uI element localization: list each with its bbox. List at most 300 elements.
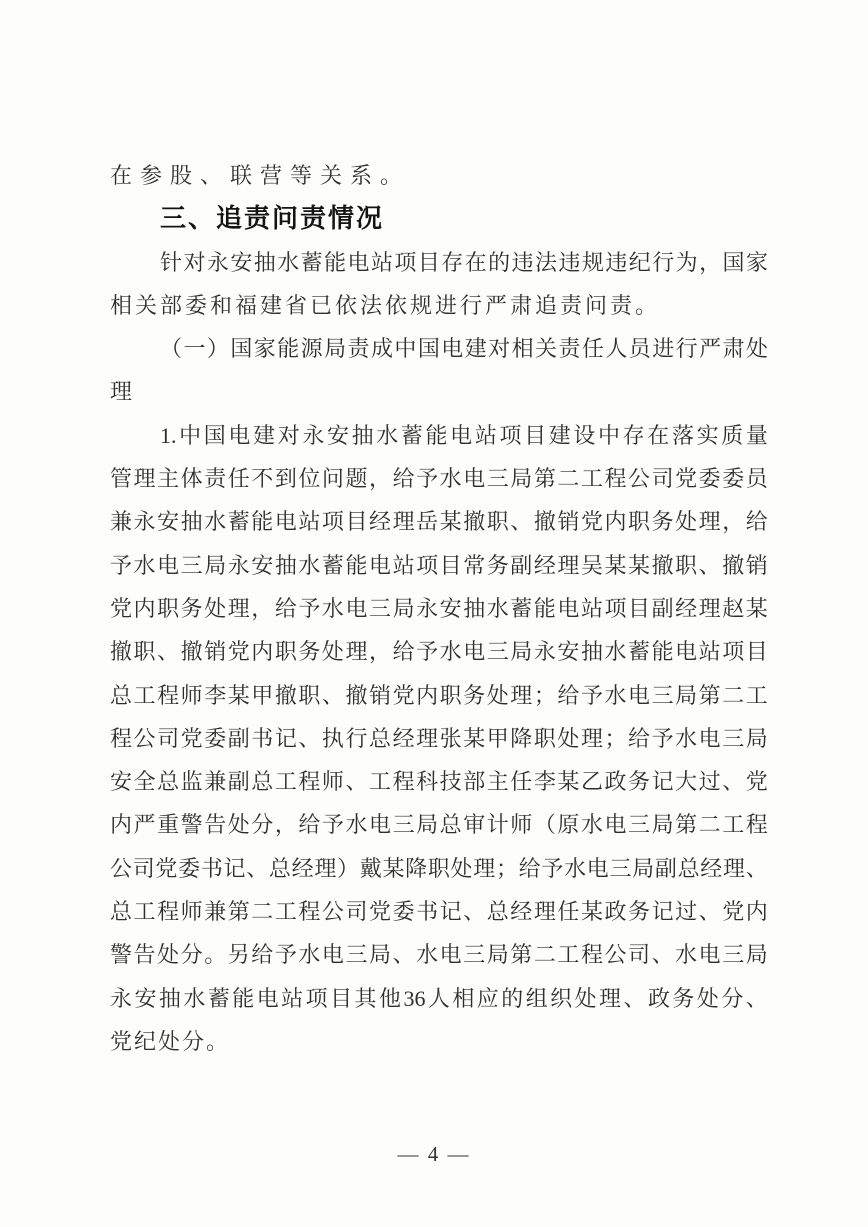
glyph: 兼 <box>110 509 133 535</box>
glyph: 违 <box>511 249 534 275</box>
glyph: 工 <box>274 769 297 795</box>
glyph: 任 <box>581 336 604 362</box>
glyph: 管 <box>110 466 133 492</box>
glyph: 设 <box>573 422 596 448</box>
glyph: 严 <box>133 812 156 838</box>
glyph: 兼 <box>204 899 227 925</box>
glyph: 电 <box>274 509 297 535</box>
text-line <box>110 544 768 587</box>
glyph: 三 <box>369 595 392 621</box>
text-line <box>110 803 768 846</box>
glyph: 予 <box>541 855 564 881</box>
glyph: （ <box>160 336 183 362</box>
glyph: 理 <box>510 682 533 708</box>
glyph: 行 <box>675 336 698 362</box>
glyph: 为 <box>675 249 698 275</box>
glyph: 水 <box>133 552 156 578</box>
glyph: 局 <box>651 812 674 838</box>
glyph: 总 <box>157 769 180 795</box>
glyph: 在 <box>647 422 670 448</box>
glyph: 二 <box>722 682 745 708</box>
glyph: 给 <box>274 595 297 621</box>
glyph: 站 <box>281 985 304 1011</box>
glyph: 永 <box>416 595 439 621</box>
glyph: 内 <box>251 639 274 665</box>
glyph: 水 <box>376 422 399 448</box>
glyph: 电 <box>369 552 392 578</box>
glyph: 建 <box>548 422 571 448</box>
glyph: 能 <box>324 249 347 275</box>
glyph: 某 <box>628 552 651 578</box>
glyph: 水 <box>439 466 462 492</box>
glyph: 水 <box>486 595 509 621</box>
glyph: 关 <box>535 336 558 362</box>
glyph: 电 <box>463 466 486 492</box>
glyph: 内 <box>133 595 156 621</box>
glyph: 甲 <box>251 682 274 708</box>
glyph: ， <box>722 509 745 535</box>
glyph: 处 <box>675 509 698 535</box>
glyph: 处 <box>157 942 180 968</box>
glyph: 家 <box>253 336 276 362</box>
glyph: 责 <box>558 336 581 362</box>
glyph: 处 <box>486 682 509 708</box>
glyph: 重 <box>157 812 180 838</box>
glyph: 处 <box>696 985 719 1011</box>
glyph: 任 <box>557 899 580 925</box>
glyph: 执 <box>321 725 344 751</box>
glyph: 岳 <box>416 509 439 535</box>
glyph: 总 <box>677 855 700 881</box>
glyph: 题 <box>345 466 368 492</box>
glyph: 、 <box>463 899 486 925</box>
glyph: 组 <box>525 985 548 1011</box>
glyph: 局 <box>204 552 227 578</box>
glyph: 水 <box>675 942 698 968</box>
glyph: 理 <box>599 985 622 1011</box>
glyph: 务 <box>463 682 486 708</box>
glyph: 工 <box>274 899 297 925</box>
glyph: 理 <box>416 725 439 751</box>
glyph: ， <box>369 466 392 492</box>
glyph: 总 <box>110 682 133 708</box>
glyph: 对 <box>488 336 511 362</box>
glyph: 理 <box>473 855 496 881</box>
glyph: 书 <box>251 725 274 751</box>
text-line <box>110 890 768 933</box>
glyph: 程 <box>298 769 321 795</box>
glyph: 相 <box>452 985 475 1011</box>
glyph: 项 <box>305 985 328 1011</box>
glyph: 永 <box>533 639 556 665</box>
glyph: 蓄 <box>510 595 533 621</box>
glyph: 能 <box>277 336 300 362</box>
glyph: 程 <box>110 725 133 751</box>
glyph: 家 <box>745 249 768 275</box>
glyph: 永 <box>206 249 229 275</box>
text-line <box>110 327 768 370</box>
glyph: 降 <box>510 725 533 751</box>
glyph: 。 <box>204 942 227 968</box>
glyph: 中 <box>179 422 202 448</box>
glyph: 副 <box>654 855 677 881</box>
glyph: 职 <box>298 682 321 708</box>
glyph: 党 <box>369 899 392 925</box>
glyph: 安 <box>157 509 180 535</box>
glyph: 电 <box>698 725 721 751</box>
glyph: ； <box>604 725 627 751</box>
glyph: 人 <box>427 985 450 1011</box>
glyph: 水 <box>321 595 344 621</box>
glyph: 总 <box>251 769 274 795</box>
glyph: 量 <box>745 422 768 448</box>
glyph: 科 <box>416 769 439 795</box>
glyph: ） <box>337 855 360 881</box>
glyph: 工 <box>722 812 745 838</box>
glyph: 源 <box>300 336 323 362</box>
glyph: 职 <box>675 552 698 578</box>
glyph: 、 <box>392 942 415 968</box>
text-line <box>110 977 768 1020</box>
text-line <box>110 587 768 630</box>
glyph: 予 <box>651 725 674 751</box>
glyph: 电 <box>228 422 251 448</box>
glyph: 责 <box>204 466 227 492</box>
glyph: 局 <box>510 466 533 492</box>
glyph: 局 <box>416 812 439 838</box>
glyph: 程 <box>580 942 603 968</box>
glyph: 务 <box>651 509 674 535</box>
glyph: 处 <box>204 595 227 621</box>
glyph: 某 <box>580 899 603 925</box>
glyph: 质 <box>721 422 744 448</box>
glyph: 务 <box>628 769 651 795</box>
glyph: 某 <box>604 552 627 578</box>
glyph: 抽 <box>180 509 203 535</box>
glyph: 行 <box>345 725 368 751</box>
glyph: 党 <box>110 595 133 621</box>
glyph: 处 <box>557 725 580 751</box>
glyph: 安 <box>557 639 580 665</box>
text-line <box>110 717 768 760</box>
glyph: 主 <box>486 769 509 795</box>
glyph: 政 <box>647 985 670 1011</box>
glyph: 第 <box>533 466 556 492</box>
glyph: 副 <box>651 595 674 621</box>
glyph: 党 <box>155 855 178 881</box>
glyph: 问 <box>321 466 344 492</box>
glyph: 、 <box>722 769 745 795</box>
text-line <box>110 933 768 976</box>
glyph: 某 <box>463 725 486 751</box>
glyph: 、 <box>321 682 344 708</box>
glyph: 水 <box>564 855 587 881</box>
glyph: 局 <box>369 942 392 968</box>
glyph: 局 <box>745 942 768 968</box>
glyph: 、 <box>651 942 674 968</box>
glyph: 理 <box>698 595 721 621</box>
glyph: 师 <box>321 769 344 795</box>
glyph: 对 <box>183 249 206 275</box>
glyph: 三 <box>345 942 368 968</box>
glyph: 第 <box>227 899 250 925</box>
glyph: 、 <box>510 509 533 535</box>
glyph: 目 <box>524 422 547 448</box>
glyph: 销 <box>204 639 227 665</box>
glyph: 公 <box>628 466 651 492</box>
glyph: 程 <box>745 812 768 838</box>
glyph: ， <box>699 249 722 275</box>
glyph: 党 <box>392 682 415 708</box>
glyph: 水 <box>604 682 627 708</box>
glyph: 职 <box>628 509 651 535</box>
glyph: 兼 <box>204 769 227 795</box>
glyph: 国 <box>417 336 440 362</box>
glyph: 理 <box>698 509 721 535</box>
glyph: 予 <box>416 466 439 492</box>
glyph: 总 <box>486 899 509 925</box>
glyph: 目 <box>439 552 462 578</box>
glyph: 能 <box>232 985 255 1011</box>
glyph: 肃 <box>722 336 745 362</box>
glyph: 公 <box>110 855 133 881</box>
glyph: 国 <box>230 336 253 362</box>
glyph: 二 <box>557 466 580 492</box>
glyph: 务 <box>672 985 695 1011</box>
glyph: 三 <box>180 552 203 578</box>
glyph: 局 <box>675 682 698 708</box>
glyph: 严 <box>699 336 722 362</box>
text-line <box>110 457 768 500</box>
glyph: 员 <box>628 336 651 362</box>
glyph: 的 <box>488 249 511 275</box>
glyph: 人 <box>605 336 628 362</box>
glyph: （ <box>533 812 556 838</box>
glyph: 公 <box>604 942 627 968</box>
glyph: 程 <box>392 769 415 795</box>
glyph: 理 <box>314 855 337 881</box>
glyph: 撤 <box>345 682 368 708</box>
glyph: 记 <box>274 725 297 751</box>
glyph: 给 <box>628 725 651 751</box>
glyph: 其 <box>354 985 377 1011</box>
glyph: 站 <box>580 595 603 621</box>
glyph: 局 <box>392 595 415 621</box>
glyph: 党 <box>180 725 203 751</box>
glyph: 总 <box>110 899 133 925</box>
glyph: 总 <box>439 812 462 838</box>
glyph: 建 <box>464 336 487 362</box>
glyph: 三 <box>722 725 745 751</box>
glyph: 内 <box>745 899 768 925</box>
glyph: 、 <box>157 639 180 665</box>
glyph: 经 <box>675 595 698 621</box>
glyph: 三 <box>486 466 509 492</box>
glyph: 销 <box>745 552 768 578</box>
glyph: 销 <box>369 682 392 708</box>
glyph: 常 <box>463 552 486 578</box>
glyph: 撤 <box>274 682 297 708</box>
glyph: 行 <box>652 249 675 275</box>
glyph: 予 <box>321 812 344 838</box>
text-line <box>110 847 768 890</box>
glyph: 目 <box>345 509 368 535</box>
glyph: 局 <box>486 942 509 968</box>
glyph: 位 <box>298 466 321 492</box>
page-number <box>0 1139 868 1169</box>
glyph: 局 <box>324 336 347 362</box>
glyph: 公 <box>133 725 156 751</box>
glyph: 过 <box>698 769 721 795</box>
glyph: 存 <box>441 249 464 275</box>
glyph: 电 <box>347 249 370 275</box>
glyph: 安 <box>326 422 349 448</box>
glyph: 给 <box>745 509 768 535</box>
glyph: 某 <box>382 855 405 881</box>
glyph: 抽 <box>274 552 297 578</box>
glyph: 一 <box>183 336 206 362</box>
glyph: 能 <box>425 422 448 448</box>
glyph: 、 <box>345 769 368 795</box>
glyph: 体 <box>180 466 203 492</box>
glyph: 务 <box>628 899 651 925</box>
glyph: 总 <box>369 725 392 751</box>
glyph: 师 <box>180 682 203 708</box>
glyph: 水 <box>298 552 321 578</box>
glyph: 蓄 <box>400 422 423 448</box>
glyph: 蓄 <box>321 552 344 578</box>
glyph: 电 <box>628 682 651 708</box>
glyph: 蓄 <box>207 985 230 1011</box>
glyph: 主 <box>157 466 180 492</box>
glyph: 司 <box>345 899 368 925</box>
glyph: 职 <box>274 639 297 665</box>
glyph: 存 <box>622 422 645 448</box>
glyph: 工 <box>557 942 580 968</box>
glyph: 理 <box>722 855 745 881</box>
glyph: 项 <box>394 249 417 275</box>
glyph: 水 <box>298 942 321 968</box>
glyph: 目 <box>745 639 768 665</box>
glyph: 蓄 <box>227 509 250 535</box>
glyph: 水 <box>675 725 698 751</box>
glyph: 36 <box>403 985 426 1011</box>
glyph: 司 <box>157 725 180 751</box>
glyph: 三 <box>609 855 632 881</box>
glyph: 抽 <box>580 639 603 665</box>
glyph: 安 <box>230 249 253 275</box>
glyph: 电 <box>256 985 279 1011</box>
glyph: 职 <box>486 509 509 535</box>
glyph: 三 <box>463 942 486 968</box>
glyph: 二 <box>698 812 721 838</box>
glyph: 记 <box>651 769 674 795</box>
glyph: 警 <box>110 942 133 968</box>
glyph: 理 <box>227 595 250 621</box>
glyph: 水 <box>277 249 300 275</box>
glyph: 站 <box>392 552 415 578</box>
glyph: 理 <box>533 899 556 925</box>
glyph: 给 <box>518 855 541 881</box>
glyph: 给 <box>298 812 321 838</box>
glyph: 工 <box>369 769 392 795</box>
glyph: 经 <box>510 899 533 925</box>
glyph: 纪 <box>628 249 651 275</box>
glyph: 电 <box>604 812 627 838</box>
glyph: 、 <box>623 985 646 1011</box>
glyph: 蓄 <box>300 249 323 275</box>
glyph: 程 <box>157 899 180 925</box>
glyph: 电 <box>675 639 698 665</box>
glyph: 国 <box>203 422 226 448</box>
glyph: 电 <box>157 552 180 578</box>
glyph: 党 <box>745 769 768 795</box>
glyph: 经 <box>291 855 314 881</box>
glyph: 落 <box>671 422 694 448</box>
glyph: 李 <box>204 682 227 708</box>
glyph: 项 <box>499 422 522 448</box>
glyph: 电 <box>586 855 609 881</box>
glyph: 师 <box>510 812 533 838</box>
glyph: 经 <box>533 552 556 578</box>
glyph: 站 <box>474 422 497 448</box>
glyph: 过 <box>675 899 698 925</box>
glyph: 委 <box>698 466 721 492</box>
glyph: 工 <box>133 899 156 925</box>
glyph: 二 <box>251 899 274 925</box>
glyph: 务 <box>298 639 321 665</box>
glyph: 项 <box>416 552 439 578</box>
glyph: 目 <box>330 985 353 1011</box>
glyph: 给 <box>251 942 274 968</box>
glyph: 委 <box>178 855 201 881</box>
glyph: 水 <box>183 985 206 1011</box>
glyph: 分 <box>721 985 744 1011</box>
glyph: ， <box>274 812 297 838</box>
glyph: 职 <box>157 595 180 621</box>
glyph: 局 <box>510 639 533 665</box>
glyph: 内 <box>110 812 133 838</box>
glyph: 、 <box>698 899 721 925</box>
glyph: 务 <box>180 595 203 621</box>
glyph: 书 <box>416 899 439 925</box>
glyph: 理 <box>580 725 603 751</box>
glyph: 乙 <box>580 769 603 795</box>
glyph: 销 <box>557 509 580 535</box>
glyph: 警 <box>180 812 203 838</box>
glyph: 职 <box>133 639 156 665</box>
text-line <box>110 630 768 673</box>
glyph: 处 <box>227 812 250 838</box>
glyph: 在 <box>464 249 487 275</box>
glyph: 目 <box>628 595 651 621</box>
glyph: 理 <box>392 509 415 535</box>
glyph: 三 <box>722 942 745 968</box>
glyph: 给 <box>392 639 415 665</box>
glyph: 二 <box>533 942 556 968</box>
glyph: 安 <box>134 985 157 1011</box>
glyph: 工 <box>745 682 768 708</box>
glyph: 电 <box>450 422 473 448</box>
glyph: 三 <box>628 812 651 838</box>
glyph: 电 <box>345 595 368 621</box>
glyph: 予 <box>416 639 439 665</box>
glyph: 第 <box>698 682 721 708</box>
glyph: 水 <box>439 639 462 665</box>
glyph: 职 <box>439 682 462 708</box>
glyph: 、 <box>745 855 768 881</box>
glyph: 告 <box>133 942 156 968</box>
